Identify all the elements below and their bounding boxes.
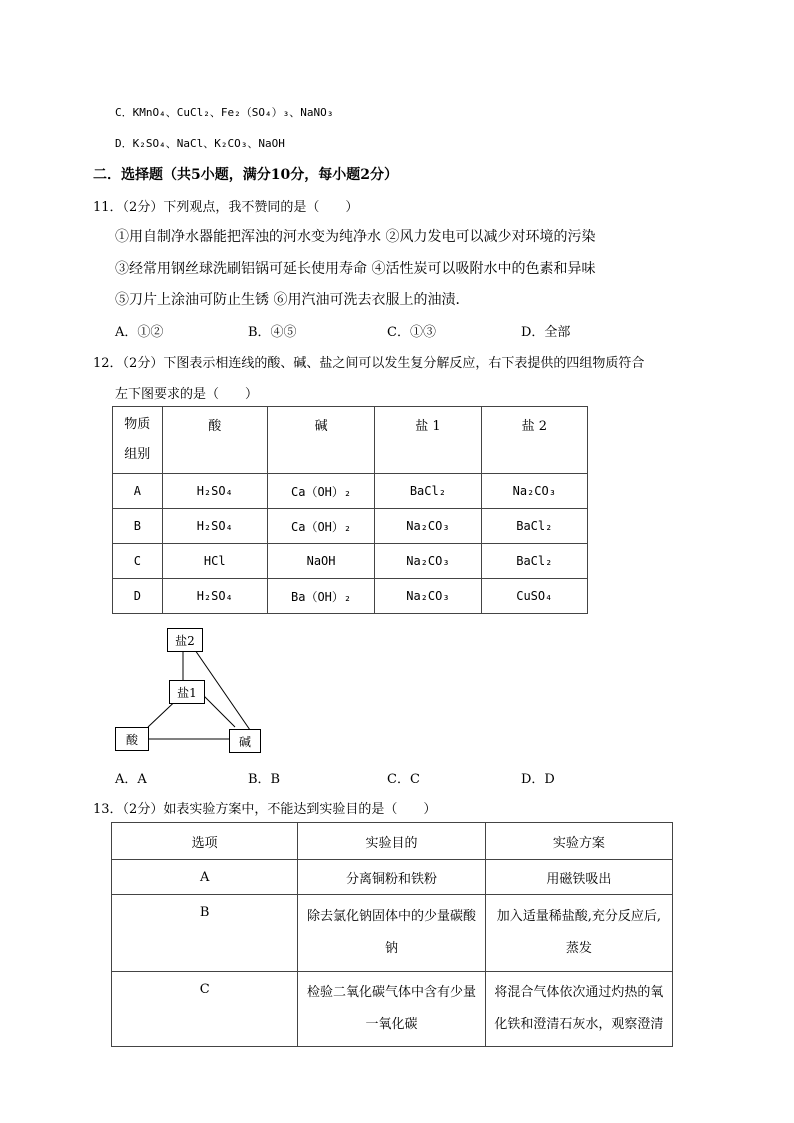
table-row [113, 544, 588, 579]
table-cell: B [112, 895, 298, 972]
table-cell: H₂SO₄ [162, 509, 267, 544]
cell-line: 将混合气体依次通过灼热的氧 [494, 985, 664, 1000]
table-cell: BaCl₂ [481, 509, 587, 544]
table-cell: BaCl₂ [481, 544, 587, 579]
table-cell: B [113, 509, 163, 544]
table-cell: BaCl₂ [375, 474, 481, 509]
table-cell: 用磁铁吸出 [485, 860, 672, 895]
table-cell: CuSO₄ [481, 579, 587, 614]
table-row [112, 972, 673, 1047]
acid-box: 酸 [115, 727, 149, 751]
header-text: 物质 [124, 417, 151, 432]
salt2-box: 盐2 [167, 628, 203, 652]
cell-line: 加入适量稀盐酸,充分反应后, [496, 909, 661, 924]
table-cell: Ca（OH）₂ [267, 509, 374, 544]
q12-option-a[interactable]: A．A [115, 772, 147, 787]
table-row [112, 895, 673, 972]
q11-option-b[interactable]: B．④⑤ [248, 325, 297, 340]
header-cell: 盐 2 [481, 407, 587, 474]
header-text: 组别 [124, 447, 151, 462]
table-cell: H₂SO₄ [162, 474, 267, 509]
q13-stem: 13．（2分）如表实验方案中，不能达到实验目的是（ ） [93, 802, 437, 817]
q11-stem: 11．（2分）下列观点，我不赞同的是（ ） [93, 200, 359, 215]
q11-statement-line-2: ③经常用钢丝球洗刷铝锅可延长使用寿命 ④活性炭可以吸附水中的色素和异味 [115, 261, 596, 277]
q12-stem-line-1: 12．（2分）下图表示相连线的酸、碱、盐之间可以发生复分解反应，右下表提供的四组物质符合 [93, 356, 645, 371]
table-cell: C [113, 544, 163, 579]
q11-option-c[interactable]: C．①③ [387, 325, 436, 340]
table-row [112, 860, 673, 895]
table-row [113, 474, 588, 509]
q12-option-c[interactable]: C．C [387, 772, 420, 787]
table-row [113, 509, 588, 544]
table-cell: Na₂CO₃ [375, 579, 481, 614]
table-header-row [112, 823, 673, 860]
q12-option-b[interactable]: B．B [248, 772, 281, 787]
table-cell [485, 972, 672, 1047]
q13-table [111, 822, 673, 1047]
q12-table [112, 406, 588, 614]
q12-stem-line-2: 左下图要求的是（ ） [115, 387, 259, 402]
cell-line: 检验二氧化碳气体中含有少量 [306, 985, 476, 1000]
table-cell: A [113, 474, 163, 509]
table-cell: Na₂CO₃ [375, 544, 481, 579]
q11-option-a[interactable]: A．①② [115, 325, 164, 340]
table-cell: NaOH [267, 544, 374, 579]
table-cell: HCl [162, 544, 267, 579]
header-cell [113, 407, 163, 474]
table-row [113, 579, 588, 614]
table-cell: C [112, 972, 298, 1047]
table-cell: Na₂CO₃ [481, 474, 587, 509]
header-cell: 实验目的 [298, 823, 485, 860]
q11-option-d[interactable]: D．全部 [521, 325, 571, 340]
table-cell: Na₂CO₃ [375, 509, 481, 544]
table-cell [485, 895, 672, 972]
q11-statement-line-1: ①用自制净水器能把浑浊的河水变为纯净水 ②风力发电可以减少对环境的污染 [115, 229, 596, 245]
line-salt1-base [200, 692, 235, 727]
table-cell [298, 972, 485, 1047]
salt1-box: 盐1 [169, 680, 205, 704]
header-cell: 实验方案 [485, 823, 672, 860]
option-d: D．K₂SO₄、NaCl、K₂CO₃、NaOH [115, 137, 285, 150]
cell-line: 钠 [384, 941, 398, 956]
table-header-row [113, 407, 588, 474]
base-box: 碱 [229, 729, 261, 753]
table-cell: Ba（OH）₂ [267, 579, 374, 614]
header-cell: 酸 [162, 407, 267, 474]
table-cell: Ca（OH）₂ [267, 474, 374, 509]
table-cell: 分离铜粉和铁粉 [298, 860, 485, 895]
header-cell: 盐 1 [375, 407, 481, 474]
q11-statement-line-3: ⑤刀片上涂油可防止生锈 ⑥用汽油可洗去衣服上的油渍． [115, 292, 470, 308]
table-cell: H₂SO₄ [162, 579, 267, 614]
section-heading: 二．选择题（共5小题，满分10分，每小题2分） [93, 167, 398, 183]
q12-option-d[interactable]: D．D [521, 772, 555, 787]
header-cell: 碱 [267, 407, 374, 474]
header-cell: 选项 [112, 823, 298, 860]
cell-line: 一氧化碳 [365, 1017, 418, 1032]
table-cell: A [112, 860, 298, 895]
table-cell [298, 895, 485, 972]
option-c: C．KMnO₄、CuCl₂、Fe₂（SO₄）₃、NaNO₃ [115, 106, 334, 119]
table-cell: D [113, 579, 163, 614]
cell-line: 蒸发 [565, 941, 592, 956]
cell-line: 化铁和澄清石灰水，观察澄清 [494, 1017, 664, 1032]
cell-line: 除去氯化钠固体中的少量碳酸 [306, 909, 476, 924]
